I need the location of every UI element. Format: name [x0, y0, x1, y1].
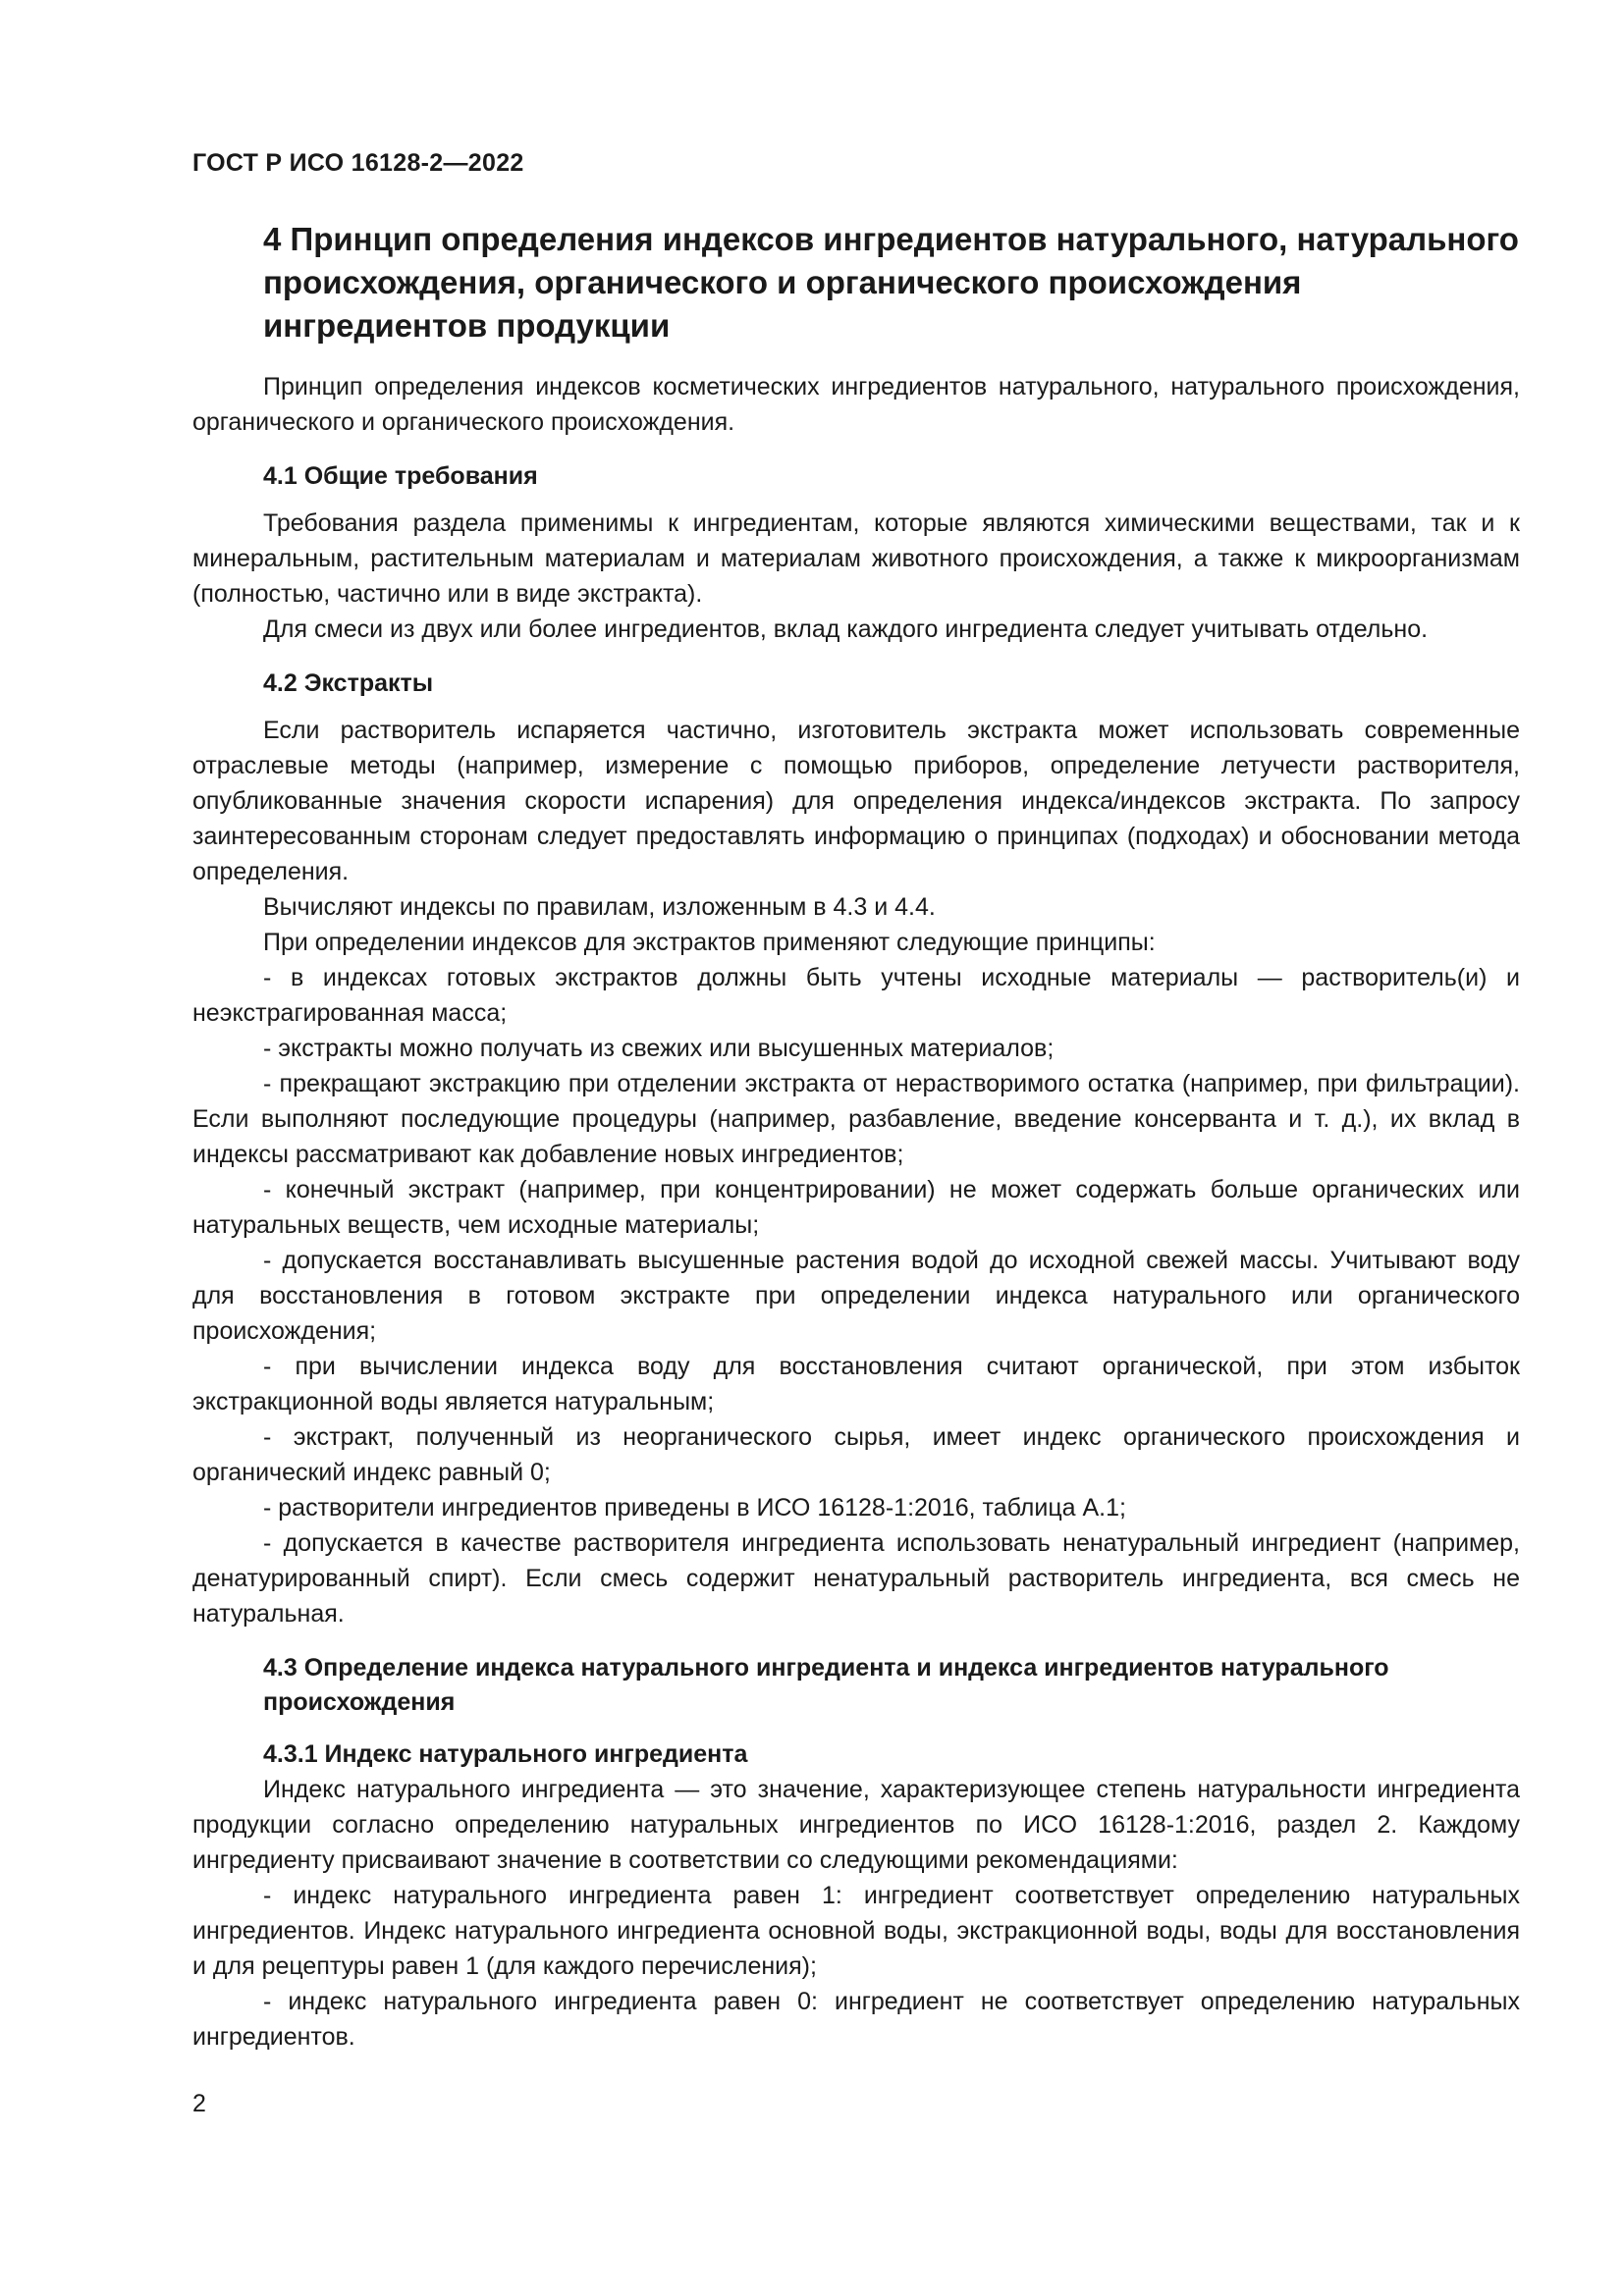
- paragraph: Вычисляют индексы по правилам, изложенным в 4.3 и 4.4.: [263, 893, 936, 921]
- list-item: - растворители ингредиентов приведены в ИСО 16128-1:2016, таблица А.1;: [263, 1494, 1126, 1522]
- list-item: - допускается в качестве растворителя ингредиента использовать ненатуральный ингредиент (например, денатурированный спирт). Если смесь содержит ненатуральный растворитель ингредиента, вся смесь не натуральная.: [192, 1529, 1520, 1628]
- list-item: - экстракты можно получать из свежих или высушенных материалов;: [263, 1035, 1055, 1062]
- list-item: - индекс натурального ингредиента равен 0: ингредиент не соответствует определению натуральных ингредиентов.: [192, 1988, 1520, 2051]
- page-content: [192, 218, 1520, 2055]
- list-item: - прекращают экстракцию при отделении экстракта от нерастворимого остатка (например, при фильтрации). Если выполняют последующие процедуры (например, разбавление, введение консерванта и т. д.), их вклад в индексы рассматривают как добавление новых ингредиентов;: [192, 1070, 1520, 1168]
- section-4-intro: Принцип определения индексов косметических ингредиентов натурального, натурального происхождения, органического и органического происхождения.: [192, 373, 1520, 436]
- paragraph: Индекс натурального ингредиента — это значение, характеризующее степень натуральности ингредиента продукции согласно определению натуральных ингредиентов по ИСО 16128-1:2016, раздел 2. Каждому ингредиенту присваивают значение в соответствии со следующими рекомендациями:: [192, 1776, 1520, 1874]
- list-item: - при вычислении индекса воду для восстановления считают органической, при этом избыток экстракционной воды является натуральным;: [192, 1353, 1520, 1415]
- page-number: 2: [192, 2090, 206, 2117]
- paragraph: При определении индексов для экстрактов применяют следующие принципы:: [263, 929, 1156, 956]
- document-code-header: ГОСТ Р ИСО 16128-2—2022: [192, 149, 524, 177]
- section-4-title: 4 Принцип определения индексов ингредиентов натурального, натурального происхождения, органического и органического происхождения ингредиентов продукции: [263, 221, 1519, 344]
- paragraph: Для смеси из двух или более ингредиентов, вклад каждого ингредиента следует учитывать отдельно.: [263, 615, 1429, 643]
- section-4-2-title: 4.2 Экстракты: [263, 669, 434, 697]
- section-4-3-title: 4.3 Определение индекса натурального ингредиента и индекса ингредиентов натурального происхождения: [263, 1654, 1389, 1716]
- list-item: - конечный экстракт (например, при концентрировании) не может содержать больше органических или натуральных веществ, чем исходные материалы;: [192, 1176, 1520, 1239]
- list-item: - индекс натурального ингредиента равен 1: ингредиент соответствует определению натуральных ингредиентов. Индекс натурального ингредиента основной воды, экстракционной воды, воды для восстановления и для рецептуры равен 1 (для каждого перечисления);: [192, 1882, 1520, 1980]
- list-item: - допускается восстанавливать высушенные растения водой до исходной свежей массы. Учитывают воду для восстановления в готовом экстракте при определении индекса натурального или органического происхождения;: [192, 1247, 1520, 1345]
- paragraph: Требования раздела применимы к ингредиентам, которые являются химическими веществами, так и к минеральным, растительным материалам и материалам животного происхождения, а также к микроорганизмам (полностью, частично или в виде экстракта).: [192, 509, 1520, 608]
- list-item: - в индексах готовых экстрактов должны быть учтены исходные материалы — растворитель(и) и неэкстрагированная масса;: [192, 964, 1520, 1027]
- section-4-1-title: 4.1 Общие требования: [263, 462, 538, 490]
- paragraph: Если растворитель испаряется частично, изготовитель экстракта может использовать современные отраслевые методы (например, измерение с помощью приборов, определение летучести растворителя, опубликованные значения скорости испарения) для определения индекса/индексов экстракта. По запросу заинтересованным сторонам следует предоставлять информацию о принципах (подходах) и обосновании метода определения.: [192, 717, 1520, 885]
- list-item: - экстракт, полученный из неорганического сырья, имеет индекс органического происхождения и органический индекс равный 0;: [192, 1423, 1520, 1486]
- section-4-3-1-title: 4.3.1 Индекс натурального ингредиента: [263, 1740, 748, 1768]
